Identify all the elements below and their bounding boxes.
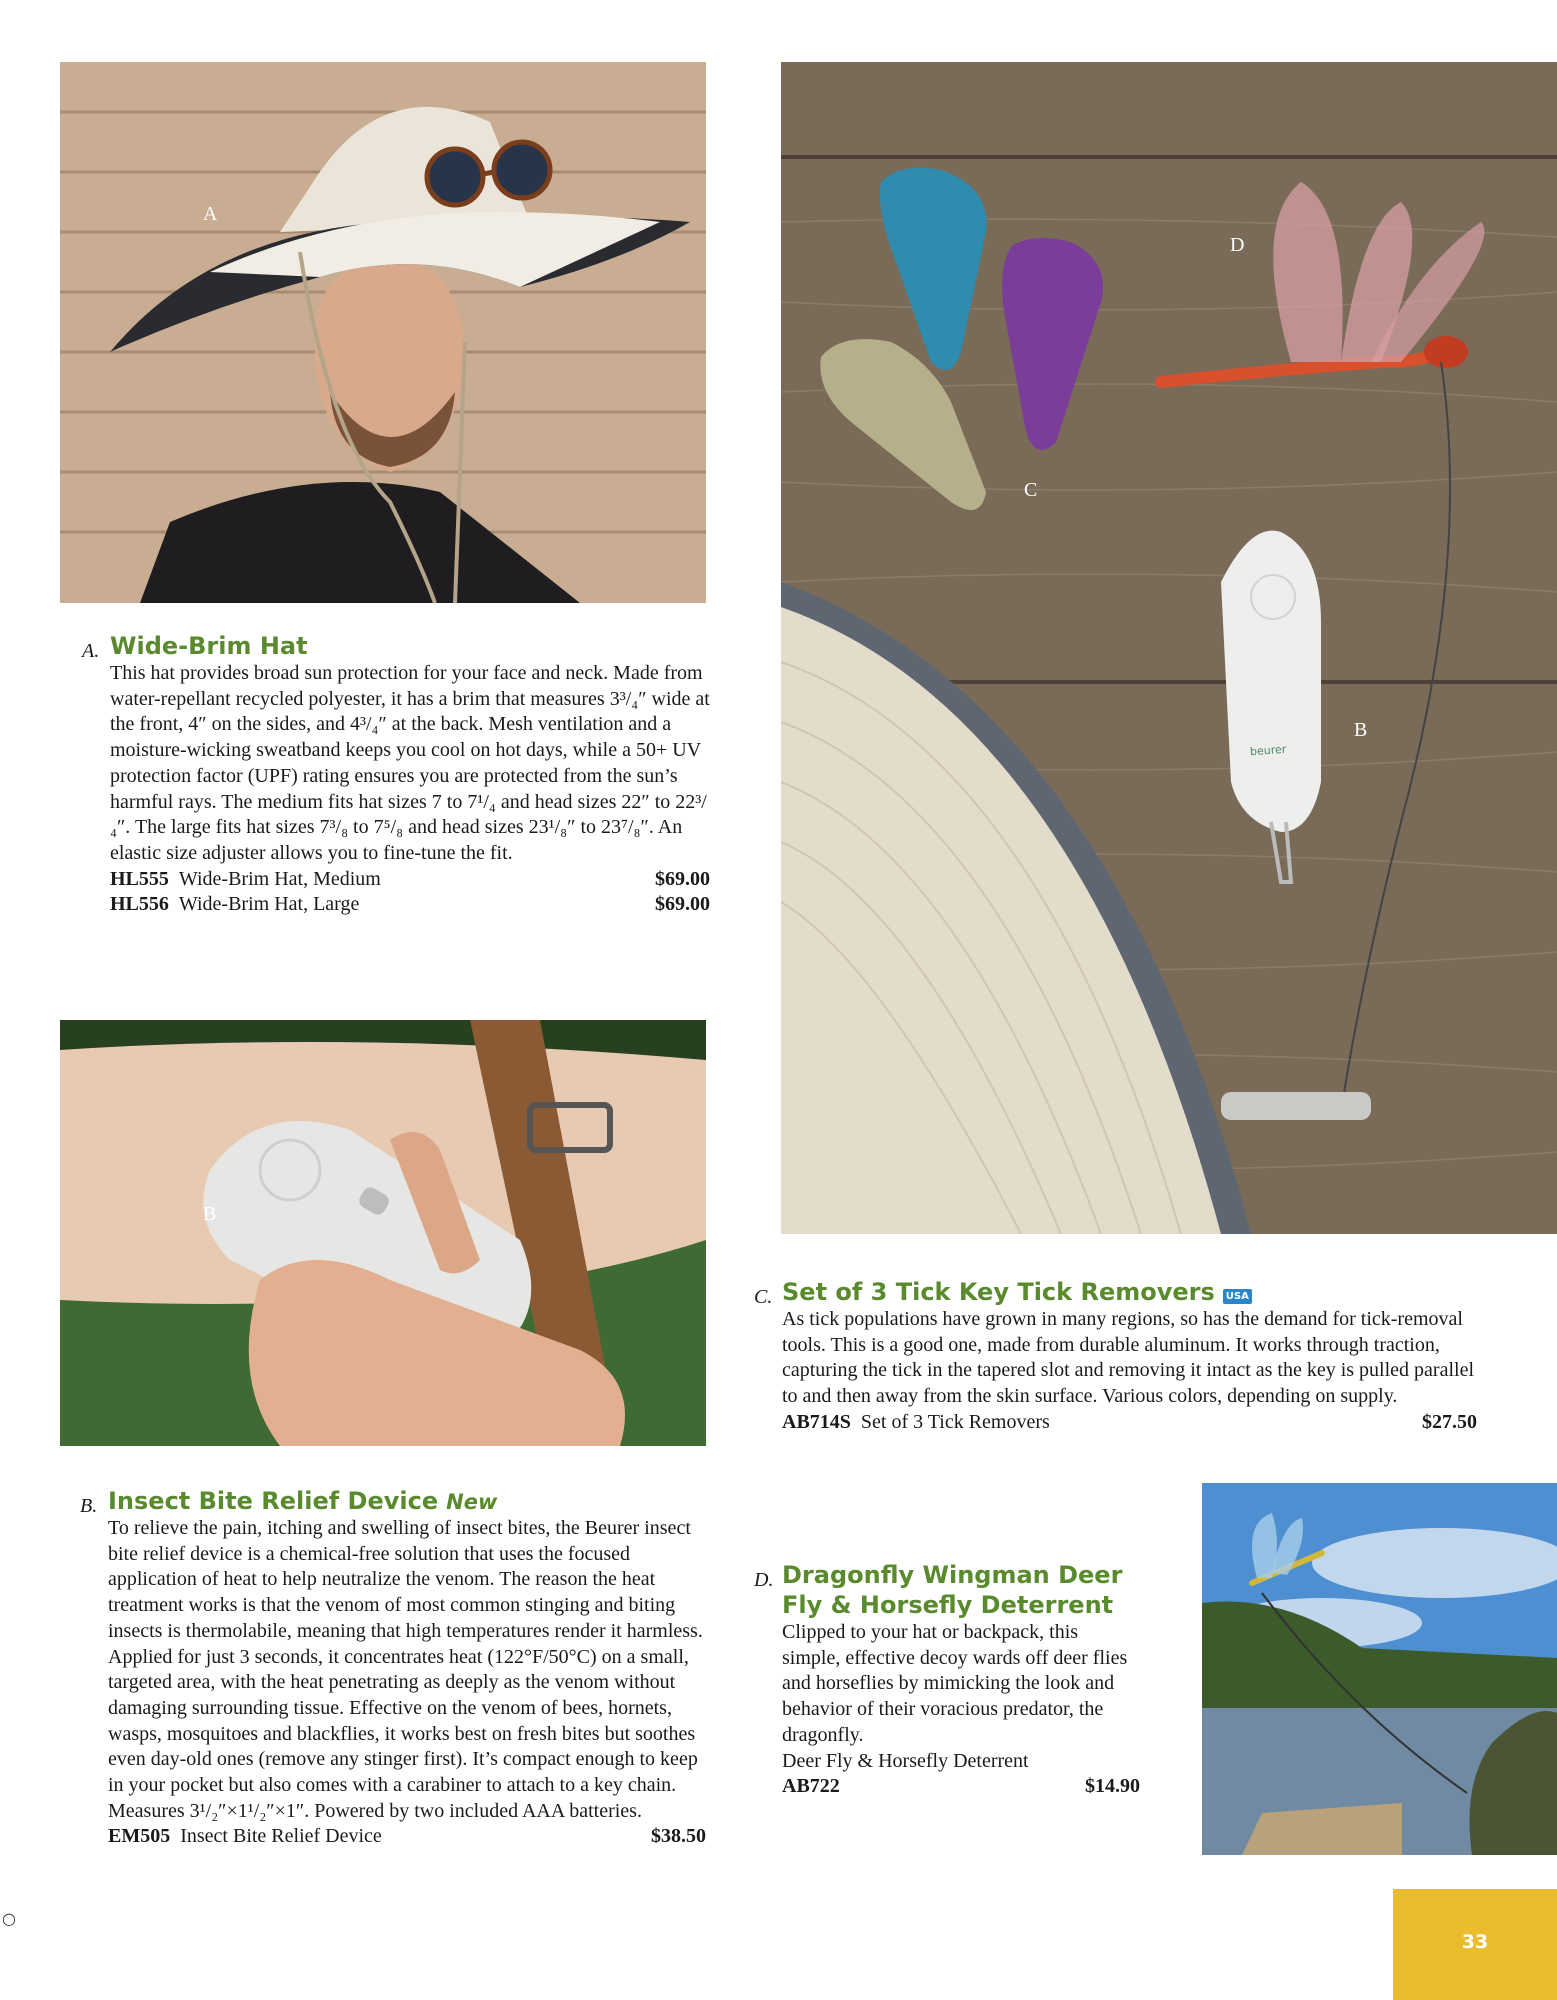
photo-label-b2: B <box>1354 719 1368 741</box>
photo-label-b: B <box>203 1203 217 1225</box>
product-d-description: Clipped to your hat or backpack, this simple, effective decoy wards off deer flies and horseflies by mimicking the look and behavior of their voracious predator, the dragonfly. <box>782 1621 1128 1746</box>
product-c-letter: C. <box>754 1286 773 1308</box>
device-photo <box>60 1020 706 1446</box>
product-a-title: Wide-Brim Hat <box>110 632 308 660</box>
sku-price: $14.90 <box>1085 1775 1140 1798</box>
sku-name: Insect Bite Relief Device <box>180 1825 382 1848</box>
product-d <box>754 1560 1140 1800</box>
page-number-tab <box>1393 1889 1557 2000</box>
product-d-heading <box>754 1560 1140 1620</box>
lake-photo-illustration <box>1202 1483 1557 1855</box>
product-b-title: Insect Bite Relief Device <box>108 1487 439 1515</box>
sku-code: AB722 <box>782 1775 840 1798</box>
sku-name <box>850 1774 1085 1800</box>
product-c <box>754 1277 1477 1436</box>
product-b-sku-row <box>108 1824 706 1850</box>
photo-label-d: D <box>1230 234 1245 256</box>
hat-photo <box>60 62 706 603</box>
sku-code: HL556 <box>110 893 169 916</box>
sku-price: $69.00 <box>655 893 710 916</box>
photo-label-a: A <box>203 203 218 225</box>
product-c-sku-row <box>782 1410 1477 1436</box>
hat-photo-illustration <box>60 62 706 603</box>
product-b-heading <box>80 1486 706 1517</box>
lake-photo <box>1202 1483 1557 1855</box>
product-d-sku-name: Deer Fly & Horsefly Deterrent <box>782 1749 1029 1772</box>
product-c-title: Set of 3 Tick Key Tick Removers <box>782 1278 1215 1306</box>
sku-code: EM505 <box>108 1825 171 1848</box>
product-d-sku-row <box>782 1774 1140 1800</box>
sku-code: HL555 <box>110 867 169 890</box>
sku-code: AB714S <box>782 1410 851 1433</box>
new-badge: New <box>446 1490 498 1514</box>
product-b-description: To relieve the pain, itching and swelling of insect bites, the Beurer insect bite relief device is a chemical-free solution that uses the focused application of heat to help neutralize the venom. The reason the heat treatment works is that the venom of most common stinging and biting insects is thermolabile, meaning that high temperatures render it harmless. Applied for just 3 seconds, it concentrates heat (122°F/50°C) on a small, targeted area, with the heat penetrating as deeply as the venom without damaging surrounding tissue. Effective on the venom of bees, hornets, wasps, mosquitoes and blackflies, it works best on fresh bites but soothes even day-old ones (remove any stinger first). It’s compact enough to keep in your pocket but also comes with a carabiner to attach to a key chain. Measures 3¹/₂″×1¹/₂″×1″. Powered by two included AAA batteries. <box>108 1517 703 1822</box>
product-a-sku-row <box>110 867 710 893</box>
product-b-letter: B. <box>80 1495 98 1517</box>
product-a-description: This hat provides broad sun protection for your face and neck. Made from water-repellant recycled polyester, it has a brim that measures 3³/₄″ wide at the front, 4″ on the sides, and 4³/₄″ at the back. Mesh ventilation and a moisture-wicking sweatband keeps you cool on hot days, while a 50+ UV protection factor (UPF) rating ensures you are protected from the sun’s harmful rays. The medium fits hat sizes 7 to 7¹/₄ and head sizes 22″ to 22³/₄″. The large fits hat sizes 7³/₈ to 7⁵/₈ and head sizes 23¹/₈″ to 23⁷/₈″. An elastic size adjuster allows you to fine-tune the fit. <box>110 662 710 864</box>
device-brand-mark: beurer <box>1249 742 1287 759</box>
sku-price: $27.50 <box>1422 1410 1477 1433</box>
product-b <box>80 1486 706 1850</box>
product-a-sku-row <box>110 892 710 918</box>
flat-lay-illustration <box>781 62 1557 1234</box>
margin-mark: ○ <box>2 1909 16 1928</box>
usa-badge: USA <box>1223 1289 1252 1304</box>
sku-price: $69.00 <box>655 867 710 890</box>
product-a-letter: A. <box>82 640 100 662</box>
sku-name: Wide-Brim Hat, Large <box>178 893 360 916</box>
product-a <box>82 631 710 918</box>
product-d-title: Dragonfly Wingman Deer Fly & Horsefly Deterrent <box>782 1561 1123 1619</box>
sku-name: Set of 3 Tick Removers <box>860 1410 1050 1433</box>
sku-name: Wide-Brim Hat, Medium <box>178 867 381 890</box>
page-number: 33 <box>1461 1931 1489 1953</box>
product-c-description: As tick populations have grown in many regions, so has the demand for tick-removal tools. This is a good one, made from durable aluminum. It works through traction, capturing the tick in the tapered slot and removing it intact as the key is pulled parallel to and then away from the skin surface. Various colors, depending on supply. <box>782 1308 1475 1408</box>
product-d-letter: D. <box>754 1569 774 1591</box>
product-a-heading <box>82 631 710 662</box>
sku-price: $38.50 <box>651 1825 706 1848</box>
product-c-heading <box>754 1277 1477 1308</box>
flat-lay-photo <box>781 62 1557 1234</box>
device-photo-illustration <box>60 1020 706 1446</box>
photo-label-c: C <box>1024 479 1038 501</box>
